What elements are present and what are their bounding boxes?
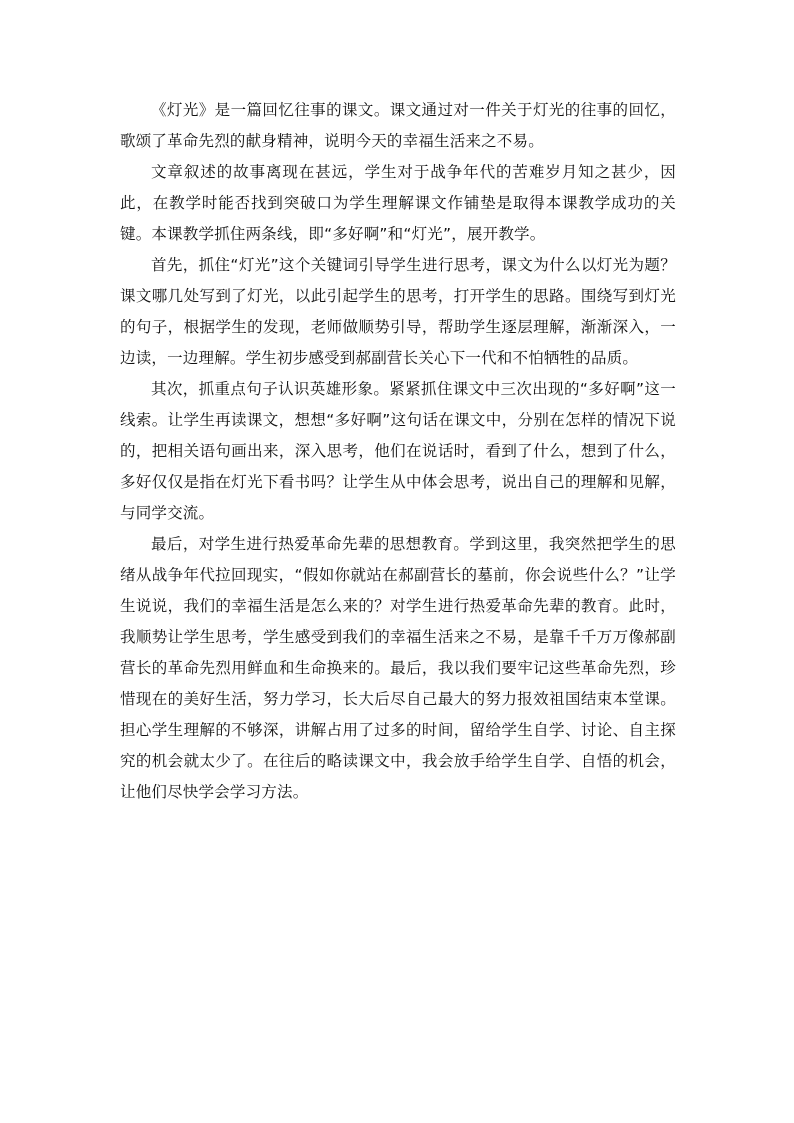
paragraph-first: 首先，抓住“灯光”这个关键词引导学生进行思考，课文为什么以灯光为题？课文哪几处写到了灯光，以此引起学生的思考，打开学生的思路。围绕写到灯光的句子，根据学生的发现，老师做顺势引导，帮助学生逐层理解，渐渐深入，一边读，一边理解。学生初步感受到郝副营长关心下一代和不怕牺牲的品质。 xyxy=(120,256,676,367)
paragraph-last: 最后，对学生进行热爱革命先辈的思想教育。学到这里，我突然把学生的思绪从战争年代拉回现实，“假如你就站在郝副营长的墓前，你会说些什么？”让学生说说，我们的幸福生活是怎么来的？对学生进行热爱革命先辈的教育。此时，我顺势让学生思考，学生感受到我们的幸福生活来之不易，是靠千千万万像郝副营长的革命先烈用鲜血和生命换来的。最后，我以我们要牢记这些革命先烈，珍惜现在的美好生活，努力学习，长大后尽自己最大的努力报效祖国结束本堂课。担心学生理解的不够深，讲解占用了过多的时间，留给学生自学、讨论、自主探究的机会就太少了。在往后的略读课文中，我会放手给学生自学、自悟的机会，让他们尽快学会学习方法。 xyxy=(120,535,676,801)
paragraph-background: 文章叙述的故事离现在甚远，学生对于战争年代的苦难岁月知之甚少，因此，在教学时能否找到突破口为学生理解课文作铺垫是取得本课教学成功的关键。本课教学抓住两条线，即“多好啊”和“灯光”，展开教学。 xyxy=(120,163,676,243)
paragraph-intro: 《灯光》是一篇回忆往事的课文。课文通过对一件关于灯光的往事的回忆，歌颂了革命先烈的献身精神，说明今天的幸福生活来之不易。 xyxy=(120,101,676,150)
paragraph-second: 其次，抓重点句子认识英雄形象。紧紧抓住课文中三次出现的“多好啊”这一线索。让学生再读课文，想想“多好啊”这句话在课文中，分别在怎样的情况下说的，把相关语句画出来，深入思考，他们在说话时，看到了什么，想到了什么，多好仅仅是指在灯光下看书吗？让学生从中体会思考，说出自己的理解和见解，与同学交流。 xyxy=(120,380,676,522)
document-body xyxy=(120,95,676,808)
